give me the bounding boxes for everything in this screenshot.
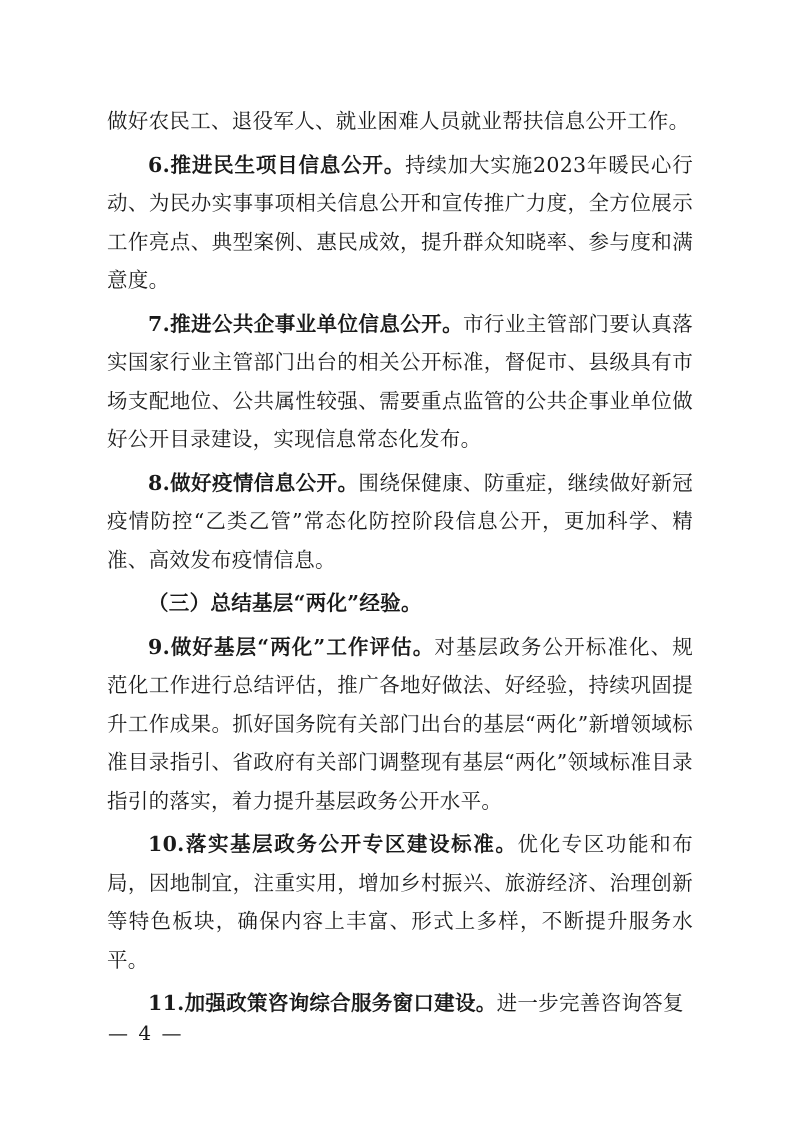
paragraph-item-9: [107, 628, 693, 821]
item-9-body: 对基层政务公开标准化、规范化工作进行总结评估，推广各地好做法、好经验，持续巩固提升工作成果。抓好国务院有关部门出台的基层“两化”新增领域标准目录指引、省政府有关部门调整现有基层“两化”领域标准目录指引的落实，着力提升基层政务公开水平。: [107, 634, 693, 813]
paragraph-item-8: [107, 464, 693, 580]
section-heading-3: [107, 584, 693, 623]
section-heading-text: （三）总结基层“两化”经验。: [148, 591, 422, 615]
paragraph-item-11: [107, 984, 693, 1023]
item-8-body: 围绕保健康、防重症，继续做好新冠疫情防控“乙类乙管”常态化防控阶段信息公开，更加科学、精准、高效发布疫情信息。: [107, 470, 693, 572]
paragraph-item-10: [107, 825, 693, 979]
page-number: — 4 —: [108, 1021, 184, 1045]
item-8-title: 8.做好疫情信息公开。: [148, 470, 359, 495]
item-6-body: 持续加大实施2023年暖民心行动、为民办实事事项相关信息公开和宣传推广力度，全方位展示工作亮点、典型案例、惠民成效，提升群众知晓率、参与度和满意度。: [107, 152, 693, 292]
paragraph-item-7: [107, 305, 693, 459]
item-7-title: 7.推进公共企事业单位信息公开。: [148, 311, 463, 336]
paragraph-item-6: [107, 146, 693, 300]
item-10-title: 10.落实基层政务公开专区建设标准。: [148, 832, 518, 856]
document-body: [107, 102, 693, 1023]
item-11-title: 11.加强政策咨询综合服务窗口建设。: [148, 991, 497, 1015]
paragraph-text: 做好农民工、退役军人、就业困难人员就业帮扶信息公开工作。: [107, 109, 690, 133]
item-6-title: 6.推进民生项目信息公开。: [148, 152, 406, 177]
item-7-body: 市行业主管部门要认真落实国家行业主管部门出台的相关公开标准，督促市、县级具有市场支配地位、公共属性较强、需要重点监管的公共企事业单位做好公开目录建设，实现信息常态化发布。: [107, 311, 693, 451]
item-9-title: 9.做好基层“两化”工作评估。: [148, 634, 435, 659]
item-11-body: 进一步完善咨询答复: [496, 991, 684, 1015]
item-10-body: 优化专区功能和布局，因地制宜，注重实用，增加乡村振兴、旅游经济、治理创新等特色板块，确保内容上丰富、形式上多样，不断提升服务水平。: [107, 832, 693, 972]
paragraph-continuation: [107, 102, 693, 141]
